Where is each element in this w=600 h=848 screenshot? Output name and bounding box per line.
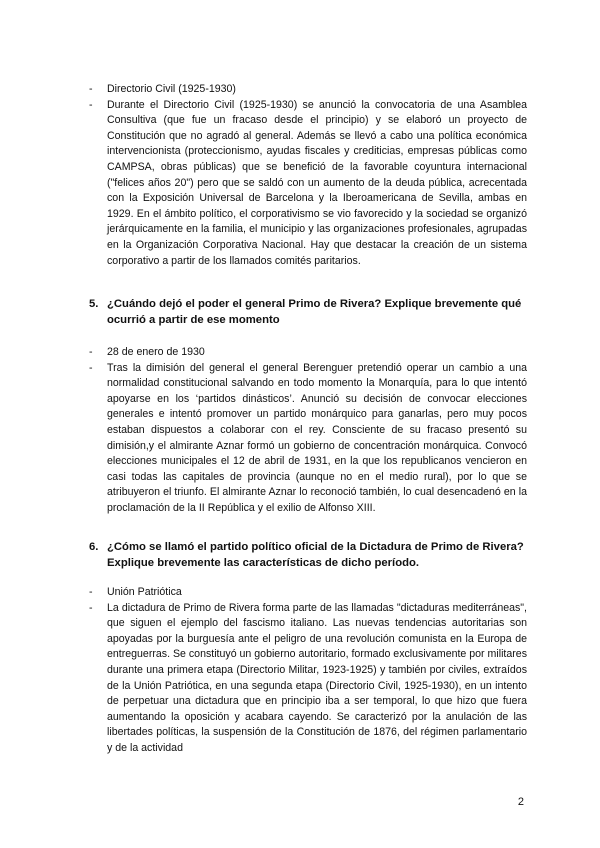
item-text: Durante el Directorio Civil (1925-1930) se anunció la convocatoria de una Asamblea Consultiva (que fue un fracaso desde el principio) y se elaboró un proyecto de Constitución que no agradó al general. Además se llevó a cabo una política económica intervencionista (proteccionismo, ayudas fiscales y crediticias, empresas públicas como CAMPSA, obras públicas) que se benefició de la favorable coyuntura internacional ("felices años 20") pero que se saldó con un aumento de la deuda pública, acrecentada con la Exposición Universal de Barcelona y la Iberoamericana de Sevilla, ambas en 1929. En el ámbito político, el corporativismo se vio favorecido y la sociedad se organizó jerárquicamente en la familia, el municipio y las organizaciones profesionales, agrupadas en la Organización Corporativa Nacional. Hay que destacar la creación de un sistema corporativo a partir de los llamados comités paritarios. [107,98,527,267]
page-number: 2 [517,796,524,808]
question-text: ¿Cómo se llamó el partido político oficial de la Dictadura de Primo de Rivera? Explique brevemente las características de dicho período. [107,541,524,569]
list-directorio-civil [89,82,527,269]
item-text: Unión Patriótica [107,586,182,598]
item-text: Tras la dimisión del general el general Berenguer pretendió operar un cambio a una normalidad constitucional salvando en todo momento la Monarquía, para lo que intentó apoyarse en los ‘partidos dinásticos’. Anunció su decisión de convocar elecciones generales e intentó promover un partido monárquico para ganarlas, pero muy pocos estaban dispuestos a colaborar con el rey. Consciente de su fracaso presentó su dimisión,y el almirante Aznar formó un gobierno de concentración monárquica. Convocó elecciones municipales el 12 de abril de 1931, en la que los republicanos vencieron en casi todas las capitales de provincia (aunque no en el medio rural), por lo que se atribuyeron el triunfo. El almirante Aznar lo reconoció también, lo cual desencadenó en la proclamación de la II República y el exilio de Alfonso XIII. [107,361,527,514]
list-item [89,585,527,601]
list-item [89,601,527,757]
bullet-dash: - [89,346,93,358]
list-item [89,98,527,270]
item-text: La dictadura de Primo de Rivera forma parte de las llamadas "dictaduras mediterráneas", que siguen el ejemplo del fascismo italiano. Las nuevas tendencias autoritarias son apoyadas por la burguesía ante el peligro de una revolución comunista en la Europa de entreguerras. Se constituyó un gobierno autoritario, formado exclusivamente por militares durante una primera etapa (Directorio Militar, 1923-1925) y también por civiles, extraídos de la Unión Patriótica, en una segunda etapa (Directorio Civil, 1925-1930), en un intento de perpetuar una dictadura que en principio iba a ser temporal, lo que hizo que fuera aumentando la oposición y acabara cayendo. Se caracterizó por la anulación de las libertades políticas, la suspensión de la Constitución de 1876, del régimen parlamentario y de la actividad [107,601,527,754]
list-item [89,361,527,517]
question-6 [89,539,529,571]
question-number: 5. [89,298,99,310]
bullet-dash: - [89,586,93,598]
item-text: Directorio Civil (1925-1930) [107,83,236,95]
question-text: ¿Cuándo dejó el poder el general Primo de Rivera? Explique brevemente qué ocurrió a partir de ese momento [107,298,522,326]
bullet-dash: - [89,361,93,374]
bullet-dash: - [89,83,93,95]
list-answer-5 [89,345,527,517]
bullet-dash: - [89,601,93,614]
question-number: 6. [89,541,99,553]
bullet-dash: - [89,98,93,111]
item-text: 28 de enero de 1930 [107,346,205,358]
list-item [89,82,527,98]
list-item [89,345,527,361]
list-answer-6 [89,585,527,757]
question-5 [89,296,529,328]
